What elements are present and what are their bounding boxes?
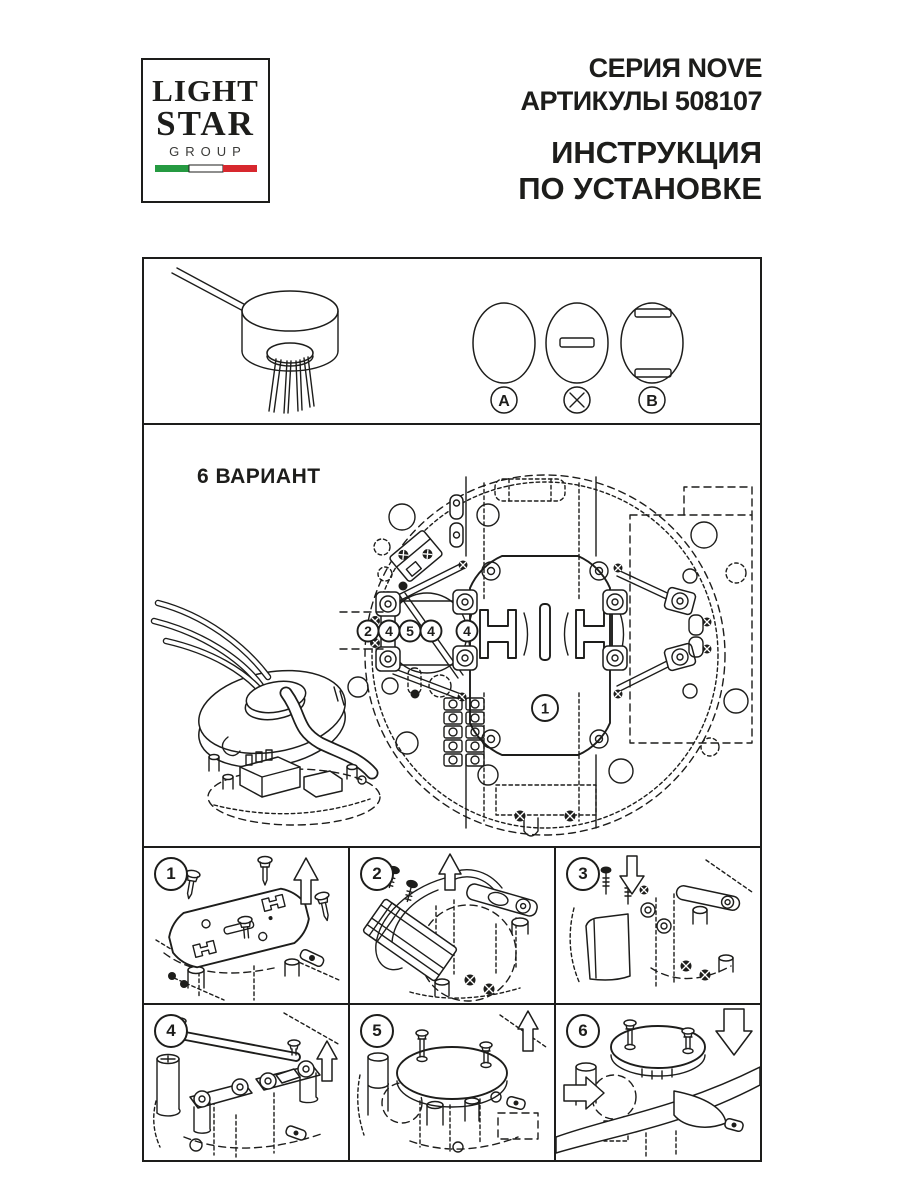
fastener-panel-svg [144,259,760,423]
step-1-panel [144,848,350,1005]
long-bar [174,1018,300,1061]
mounting-plate [469,556,624,755]
label-a [491,387,517,413]
bracket-assembly-b [256,1061,320,1103]
fastener-panel [144,259,760,425]
step-4-panel [144,1005,350,1160]
step-4-number: 4 [154,1014,188,1048]
callout-2: 2 [364,623,372,639]
step-6-panel [556,1005,760,1160]
svg-text:A: A [498,393,510,410]
down-arrow-icon [716,1009,752,1055]
bracket-assembly-a [190,1079,252,1133]
callout-4a: 4 [385,623,393,639]
logo-group: GROUP [169,144,247,159]
bracket-bar [675,884,741,911]
step-6-number: 6 [566,1014,600,1048]
step-5-number: 5 [360,1014,394,1048]
callout-4b: 4 [427,623,435,639]
callout-4c: 4 [463,623,471,639]
step-2-panel [350,848,556,1005]
bottom-channel [466,755,596,836]
variant-panel [144,425,760,848]
logo-box [141,58,270,203]
right-standoffs [664,587,712,671]
up-arrow-icon [518,1011,538,1051]
callout-1: 1 [540,700,550,718]
step-3-panel [556,848,760,1005]
header [518,52,762,207]
upper-left-bracket [389,495,463,582]
callout-5: 5 [406,623,414,639]
header-articles: АРТИКУЛЫ 508107 [520,86,762,116]
screw-head-a-diagram [473,303,535,383]
step-1-number: 1 [154,857,188,891]
variant-label: 6 ВАРИАНТ [197,465,321,488]
logo-star: STAR [156,104,255,143]
step-2-number: 2 [360,857,394,891]
canopy-cup-drawing [172,268,338,413]
up-arrow-icon [439,854,461,890]
top-channel [466,477,596,556]
left-post [157,1055,180,1116]
svg-text:B: B [646,393,658,410]
logo-light: LIGHT [152,73,259,108]
step-3-number: 3 [566,857,600,891]
right-dashed-plate [630,487,752,743]
steps-grid [144,848,760,1160]
canopy-3d-drawing [154,603,380,825]
label-b [639,387,665,413]
screw-head-cross-diagram [546,303,608,383]
left-post [368,1053,388,1115]
cross-circle-icon [564,387,590,413]
screw-head-b-diagram [621,303,683,383]
cover-panel [586,914,630,980]
step-5-panel [350,1005,556,1160]
header-series: СЕРИЯ NOVE [588,53,762,83]
italy-flag-icon [154,164,258,173]
header-title-line1: ИНСТРУКЦИЯ [551,135,762,170]
instruction-frames [142,257,762,1162]
header-title-line2: ПО УСТАНОВКЕ [518,171,762,206]
